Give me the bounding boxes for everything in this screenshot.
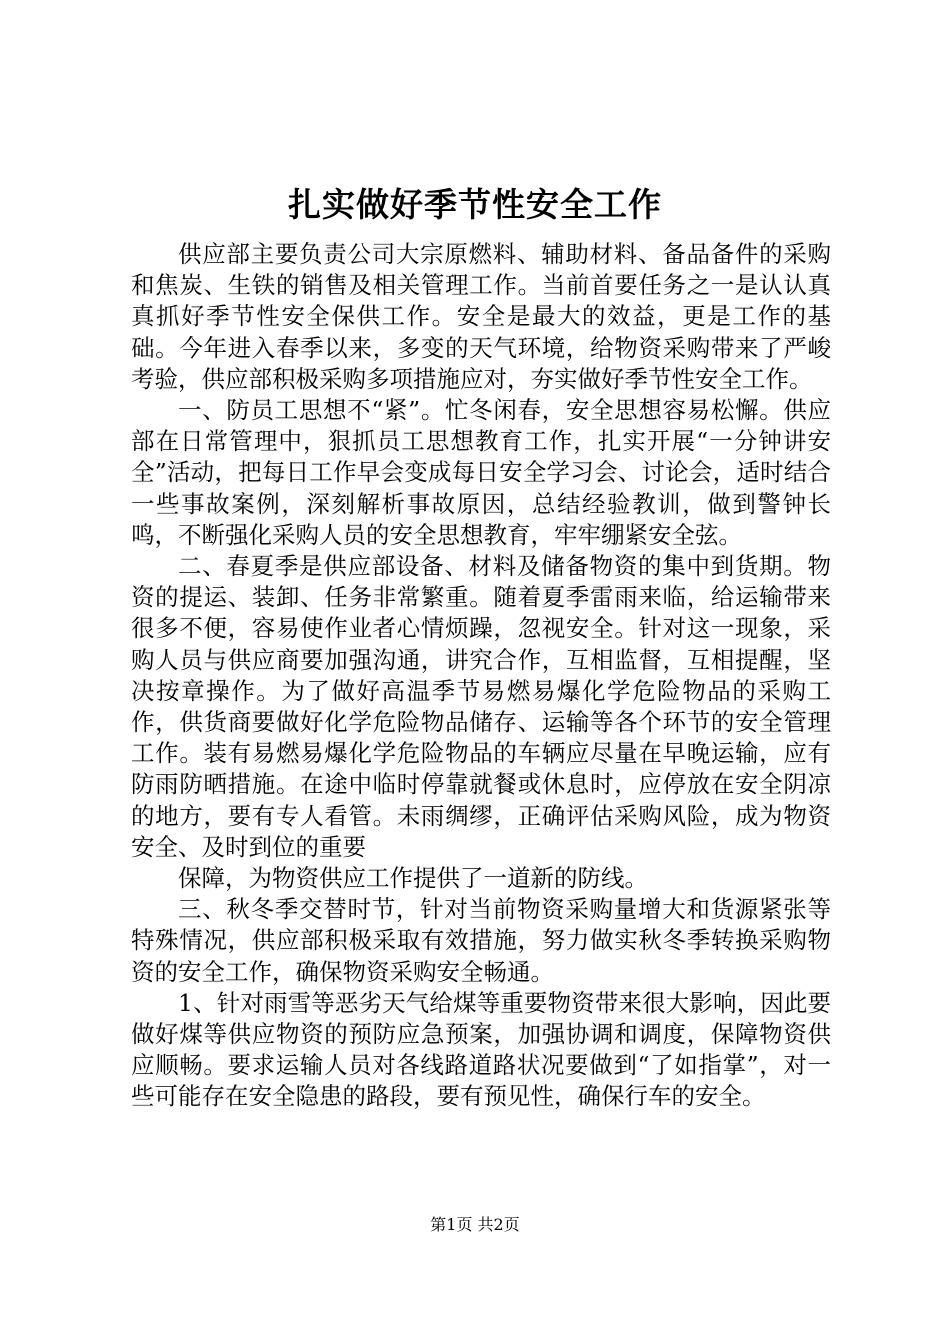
document-body bbox=[131, 239, 831, 1113]
paragraph-section-3: 三、秋冬季交替时节，针对当前物资采购量增大和货源紧张等特殊情况，供应部积极采取有效措施，努力做实秋冬季转换采购物资的安全工作，确保物资采购安全畅通。 bbox=[131, 895, 831, 986]
document-title: 扎实做好季节性安全工作 bbox=[288, 185, 662, 224]
paragraph-section-2: 二、春夏季是供应部设备、材料及储备物资的集中到货期。物资的提运、装卸、任务非常繁重。随着夏季雷雨来临，给运输带来很多不便，容易使作业者心情烦躁，忽视安全。针对这一现象，采购人员与供应商要加强沟通，讲究合作，互相监督，互相提醒，坚决按章操作。为了做好高温季节易燃易爆化学危险物品的采购工作，供货商要做好化学危险物品储存、运输等各个环节的安全管理工作。装有易燃易爆化学危险物品的车辆应尽量在早晚运输，应有防雨防晒措施。在途中临时停靠就餐或休息时，应停放在安全阴凉的地方，要有专人看管。未雨绸缪，正确评估采购风险，成为物资安全、及时到位的重要 bbox=[131, 552, 831, 861]
page-number-footer: 第1页 共2页 bbox=[430, 1215, 520, 1234]
paragraph-section-2-continued: 保障，为物资供应工作提供了一道新的防线。 bbox=[178, 864, 648, 893]
paragraph-section-1: 一、防员工思想不“紧”。忙冬闲春，安全思想容易松懈。供应部在日常管理中，狠抓员工思想教育工作，扎实开展“一分钟讲安全”活动，把每日工作早会变成每日安全学习会、讨论会，适时结合一些事故案例，深刻解析事故原因，总结经验教训，做到警钟长鸣，不断强化采购人员的安全思想教育，牢牢绷紧安全弦。 bbox=[131, 396, 831, 549]
paragraph-section-3-item-1: 1、针对雨雪等恶劣天气给煤等重要物资带来很大影响，因此要做好煤等供应物资的预防应急预案，加强协调和调度，保障物资供应顺畅。要求运输人员对各线路道路状况要做到“了如指掌”，对一些可能存在安全隐患的路段，要有预见性，确保行车的安全。 bbox=[131, 988, 831, 1111]
paragraph-intro: 供应部主要负责公司大宗原燃料、辅助材料、备品备件的采购和焦炭、生铁的销售及相关管理工作。当前首要任务之一是认认真真抓好季节性安全保供工作。安全是最大的效益，更是工作的基础。今年进入春季以来，多变的天气环境，给物资采购带来了严峻考验，供应部积极采购多项措施应对，夯实做好季节性安全工作。 bbox=[131, 240, 831, 393]
